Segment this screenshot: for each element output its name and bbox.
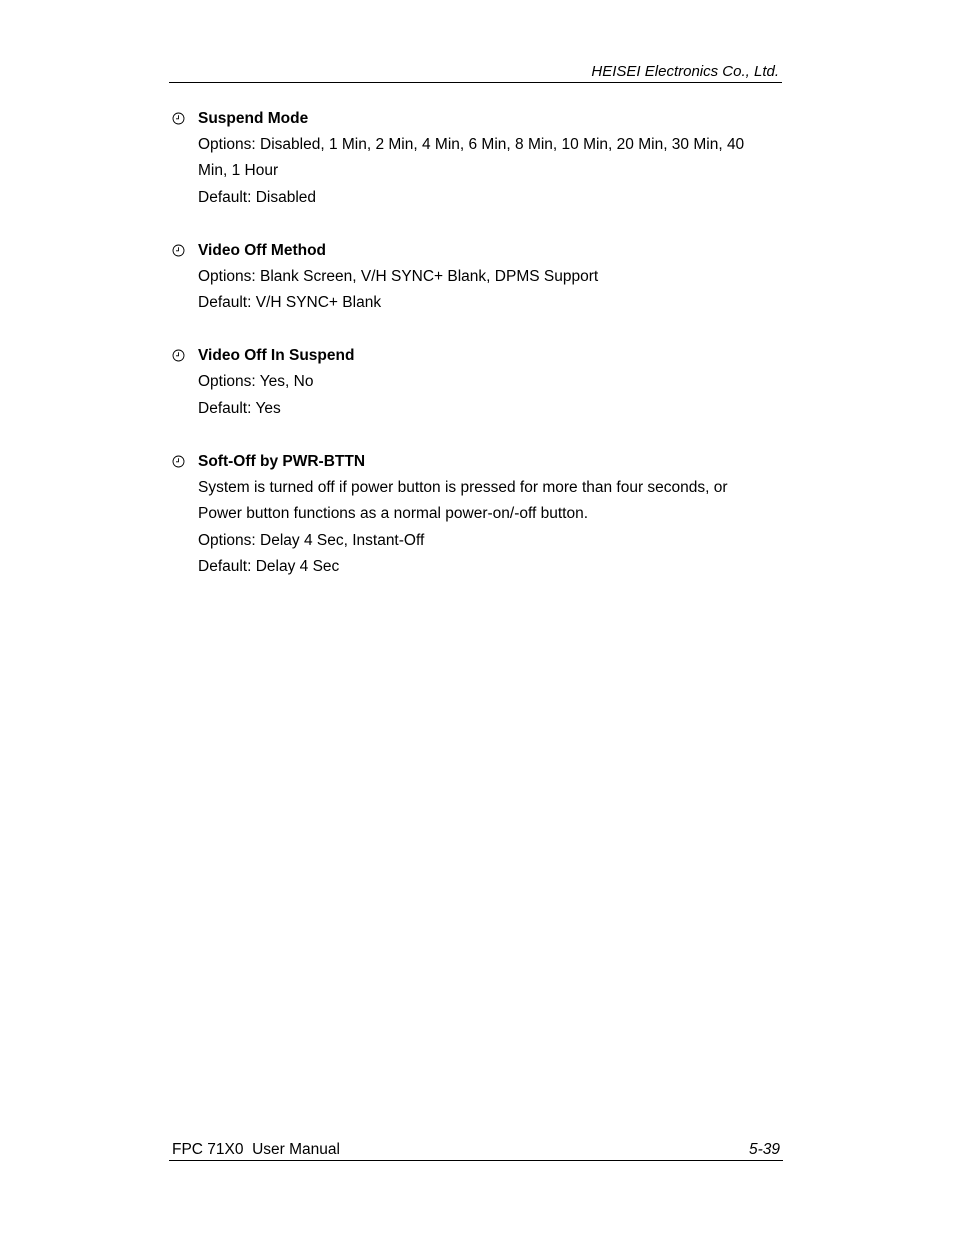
- section-line: Power button functions as a normal power-on/-off button.: [198, 505, 589, 523]
- section-video-off-method: [172, 238, 772, 317]
- section-line: Options: Disabled, 1 Min, 2 Min, 4 Min, 6 Min, 8 Min, 10 Min, 20 Min, 30 Min, 40: [198, 136, 745, 153]
- section-line: Default: Delay 4 Sec: [198, 557, 340, 575]
- section-heading: [172, 106, 772, 132]
- section-suspend-mode: [172, 106, 772, 211]
- section-title: Soft-Off by PWR-BTTN: [198, 453, 366, 471]
- section-line: Options: Blank Screen, V/H SYNC+ Blank, DPMS Support: [198, 267, 599, 285]
- section-line: Options: Yes, No: [198, 373, 314, 391]
- clock-icon: [172, 349, 185, 362]
- section-line: Options: Delay 4 Sec, Instant-Off: [198, 531, 425, 549]
- page-content: [172, 106, 772, 607]
- page-footer: [169, 1140, 783, 1161]
- section-title: Video Off In Suspend: [198, 347, 355, 365]
- section-soft-off-by-pwr-bttn: [172, 449, 772, 580]
- section-video-off-in-suspend: [172, 343, 772, 422]
- section-line: Default: Yes: [198, 399, 281, 417]
- page-number: 5-39: [748, 1141, 780, 1158]
- section-heading: [172, 238, 772, 264]
- clock-icon: [172, 112, 185, 125]
- section-line: System is turned off if power button is pressed for more than four seconds, or: [198, 479, 728, 497]
- footer-manual-title: FPC 71X0 User Manual: [172, 1141, 340, 1158]
- section-title: Video Off Method: [198, 241, 327, 259]
- clock-icon: [172, 244, 185, 257]
- page-header: [169, 62, 782, 83]
- section-heading: [172, 449, 772, 475]
- section-line: Min, 1 Hour: [198, 162, 279, 180]
- clock-icon: [172, 455, 185, 468]
- section-line: Default: Disabled: [198, 188, 317, 206]
- section-line: Default: V/H SYNC+ Blank: [198, 294, 382, 312]
- header-company: HEISEI Electronics Co., Ltd.: [591, 63, 779, 80]
- section-heading: [172, 343, 772, 369]
- section-title: Suspend Mode: [198, 110, 309, 127]
